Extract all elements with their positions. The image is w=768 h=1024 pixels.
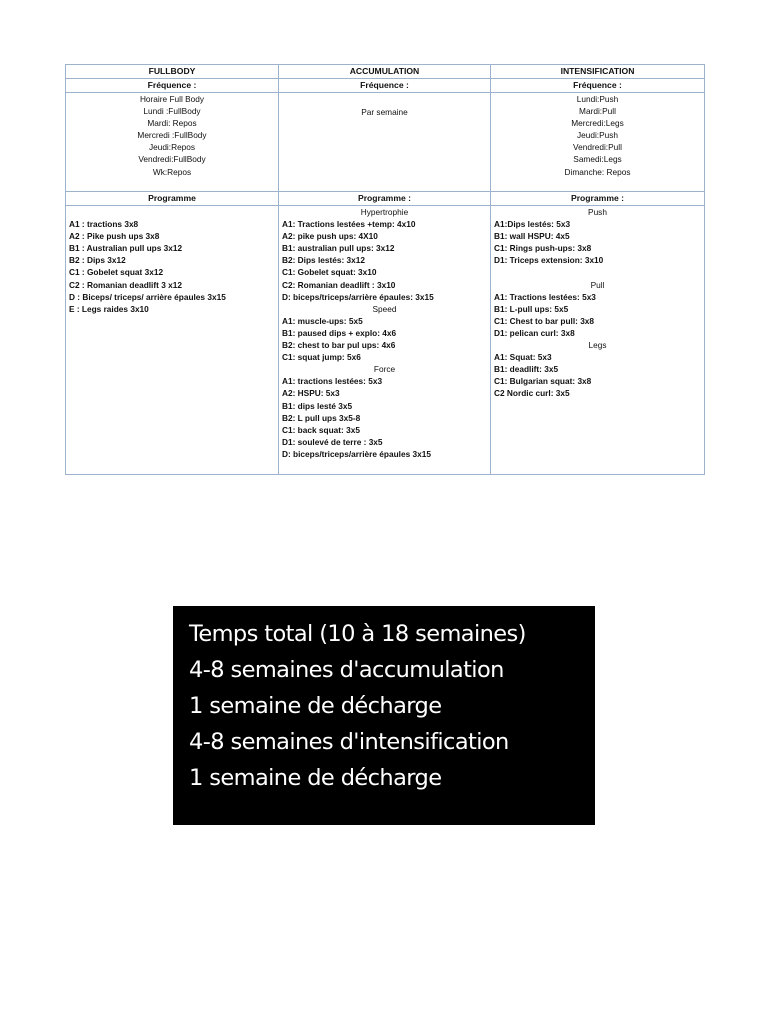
summary-line: 1 semaine de décharge xyxy=(189,693,442,719)
frequence-row xyxy=(66,93,705,192)
exercise-line: A1: Squat: 5x3 xyxy=(494,352,552,363)
frequence-line: Wk:Repos xyxy=(152,166,192,177)
exercise-line: A1: Tractions lestées: 5x3 xyxy=(494,291,596,302)
exercise-line: D1: soulevé de terre : 3x5 xyxy=(282,436,383,447)
exercise-line: D: biceps/triceps/arrière épaules: 3x15 xyxy=(282,291,434,302)
exercise-line: D1: pelican curl: 3x8 xyxy=(494,327,575,338)
spacer xyxy=(494,266,701,278)
summary-box xyxy=(173,606,595,825)
exercise-line: C1: squat jump: 5x6 xyxy=(282,352,361,363)
frequence-line: Lundi :FullBody xyxy=(143,106,201,117)
exercise-line: B2: L pull ups 3x5-8 xyxy=(282,412,361,423)
section-title-pull: Pull xyxy=(590,279,605,290)
frequence-header-intensification: Fréquence : xyxy=(491,79,705,93)
training-plan-table xyxy=(65,64,705,475)
frequence-line: Lundi:Push xyxy=(576,94,619,104)
programme-header-accumulation: Programme : xyxy=(279,192,491,206)
section-title-speed: Speed xyxy=(372,303,397,314)
frequence-header-accumulation: Fréquence : xyxy=(279,79,491,93)
frequence-accumulation-cell xyxy=(279,93,491,192)
frequence-line: Samedi:Legs xyxy=(573,154,622,165)
frequence-line: Mardi: Repos xyxy=(147,118,197,129)
exercise-line: B1: wall HSPU: 4x5 xyxy=(494,231,570,242)
exercise-line: C1: Rings push-ups: 3x8 xyxy=(494,243,592,254)
spacer xyxy=(69,206,275,218)
exercise-line: C1: back squat: 3x5 xyxy=(282,424,360,435)
frequence-line: Horaire Full Body xyxy=(139,94,205,104)
summary-line: 4-8 semaines d'intensification xyxy=(189,729,509,755)
frequence-header-fullbody: Fréquence : xyxy=(66,79,279,93)
exercise-line: A1:Dips lestés: 5x3 xyxy=(494,219,571,230)
exercise-line: B2: chest to bar pul ups: 4x6 xyxy=(282,340,396,351)
exercise-line: B1: australian pull ups: 3x12 xyxy=(282,243,395,254)
column-header-accumulation: ACCUMULATION xyxy=(279,65,491,79)
frequence-line: Vendredi:Pull xyxy=(573,142,622,153)
section-title-hypertrophie: Hypertrophie xyxy=(360,207,409,217)
exercise-line: A2 : Pike push ups 3x8 xyxy=(69,231,160,242)
programme-header-fullbody: Programme xyxy=(66,192,279,206)
summary-line: Temps total (10 à 18 semaines) xyxy=(189,621,526,647)
programme-row xyxy=(66,206,705,475)
exercise-line: C1: Gobelet squat: 3x10 xyxy=(282,267,377,278)
exercise-line: B1: L-pull ups: 5x5 xyxy=(494,303,569,314)
exercise-line: D1: Triceps extension: 3x10 xyxy=(494,255,604,266)
frequence-line: Jeudi:Push xyxy=(576,130,619,141)
column-header-intensification: INTENSIFICATION xyxy=(491,65,705,79)
exercise-line: C1: Chest to bar pull: 3x8 xyxy=(494,315,595,326)
programme-accumulation-cell xyxy=(279,206,491,475)
exercise-line: C2 Nordic curl: 3x5 xyxy=(494,388,570,399)
exercise-line: A1: muscle-ups: 5x5 xyxy=(282,315,363,326)
exercise-line: B1: paused dips + explo: 4x6 xyxy=(282,327,397,338)
programme-fullbody-cell xyxy=(66,206,279,475)
exercise-line: A1 : tractions 3x8 xyxy=(69,219,139,230)
frequence-line: Mardi:Pull xyxy=(579,106,616,117)
section-title-force: Force xyxy=(373,364,396,375)
frequence-line: Vendredi:FullBody xyxy=(138,154,206,165)
exercise-line: B2: Dips lestés: 3x12 xyxy=(282,255,366,266)
summary-line: 1 semaine de décharge xyxy=(189,765,442,791)
frequence-par-semaine: Par semaine xyxy=(361,107,408,117)
exercise-line: C1: Bulgarian squat: 3x8 xyxy=(494,376,592,387)
exercise-line: C2 : Romanian deadlift 3 x12 xyxy=(69,279,182,290)
section-title-legs: Legs xyxy=(588,340,607,351)
programme-intensification-cell xyxy=(491,206,705,475)
frequence-line: Jeudi:Repos xyxy=(148,142,196,153)
exercise-line: A1: Tractions lestées +temp: 4x10 xyxy=(282,219,416,230)
exercise-line: B1 : Australian pull ups 3x12 xyxy=(69,243,183,254)
section-title-push: Push xyxy=(588,207,607,217)
exercise-line: C1 : Gobelet squat 3x12 xyxy=(69,267,164,278)
frequence-header-row xyxy=(66,79,705,93)
summary-line: 4-8 semaines d'accumulation xyxy=(189,657,504,683)
exercise-line: C2: Romanian deadlift : 3x10 xyxy=(282,279,396,290)
exercise-line: A1: tractions lestées: 5x3 xyxy=(282,376,383,387)
frequence-line: Mercredi:Legs xyxy=(571,118,624,129)
exercise-line: A2: HSPU: 5x3 xyxy=(282,388,340,399)
exercise-line: D : Biceps/ triceps/ arrière épaules 3x15 xyxy=(69,291,226,302)
exercise-line: D: biceps/triceps/arrière épaules 3x15 xyxy=(282,448,431,459)
exercise-line: A2: pike push ups: 4X10 xyxy=(282,231,378,242)
frequence-fullbody-cell xyxy=(66,93,279,192)
exercise-line: B1: dips lesté 3x5 xyxy=(282,400,353,411)
exercise-line: B2 : Dips 3x12 xyxy=(69,255,126,266)
column-header-row xyxy=(66,65,705,79)
programme-header-intensification: Programme : xyxy=(491,192,705,206)
exercise-line: B1: deadlift: 3x5 xyxy=(494,364,559,375)
frequence-line: Mercredi :FullBody xyxy=(137,130,207,141)
frequence-line: Dimanche: Repos xyxy=(564,166,631,177)
exercise-line: E : Legs raides 3x10 xyxy=(69,303,149,314)
column-header-fullbody: FULLBODY xyxy=(66,65,279,79)
programme-header-row xyxy=(66,192,705,206)
frequence-intensification-cell xyxy=(491,93,705,192)
